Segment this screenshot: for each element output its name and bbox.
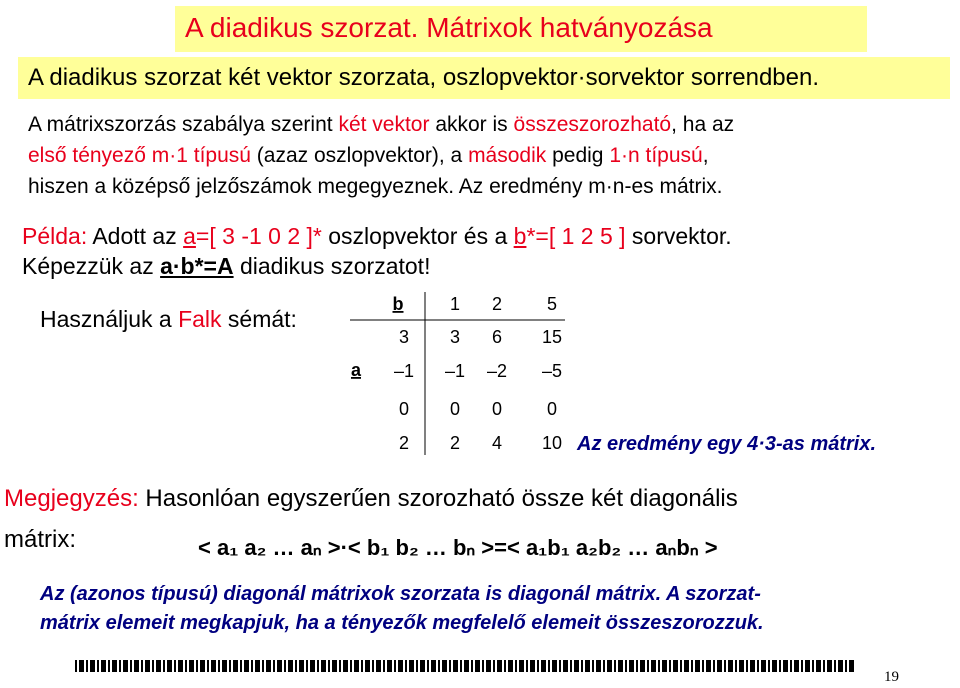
conclusion-line-2: mátrix elemeit megkapjuk, ha a tényezők megfelelő elemeit összeszorozzuk. — [40, 612, 764, 634]
rule-line-3: hiszen a középső jelzőszámok megegyeznek. Az eredmény m·n-es mátrix. — [28, 175, 723, 198]
example-text: Képezzük az — [22, 253, 161, 279]
falk-a-label: a — [350, 360, 362, 380]
note-line-1 — [4, 485, 738, 513]
example-text: Adott az — [87, 223, 184, 249]
falk-product-cell: 10 — [541, 433, 563, 453]
note-label: Megjegyzés: — [4, 485, 139, 512]
falk-product-cell: 4 — [491, 433, 503, 453]
falk-product-cell: 3 — [449, 327, 461, 347]
falk-product-cell: 0 — [546, 399, 558, 419]
falk-label-highlight: Falk — [178, 306, 222, 332]
rule-text: pedig — [546, 144, 610, 167]
conclusion-line-1: Az (azonos típusú) diagonál mátrixok szorzata is diagonál mátrix. A szorzat- — [40, 583, 761, 605]
falk-b-value: 5 — [546, 294, 558, 314]
rule-highlight: m·1 típusú — [145, 144, 251, 167]
falk-product-cell: –2 — [486, 361, 508, 381]
decorative-bottom-bar — [75, 660, 855, 672]
falk-label-text: Használjuk a — [40, 306, 179, 332]
falk-a-value: 2 — [398, 433, 410, 453]
falk-product-cell: –1 — [444, 361, 466, 381]
falk-label-text: sémát: — [221, 306, 297, 332]
falk-a-value: 3 — [398, 327, 410, 347]
page-number: 19 — [884, 669, 899, 685]
rule-highlight: második — [468, 144, 547, 167]
vector-a-name: a — [183, 223, 196, 249]
note-line-2: mátrix: — [4, 526, 76, 553]
falk-product-cell: 0 — [449, 399, 461, 419]
rule-highlight: első tényező — [28, 144, 146, 167]
example-label: Példa: — [22, 223, 88, 249]
diagonal-formula: < a₁ a₂ … aₙ >·< b₁ b₂ … bₙ >=< a₁b₁ a₂b₂ … aₙbₙ > — [198, 535, 718, 560]
falk-b-label: b — [392, 294, 404, 314]
vector-b-value: *=[ 1 2 5 ] — [526, 223, 626, 249]
dyadic-expression: a·b*=A — [160, 253, 234, 279]
rule-text: A mátrixszorzás szabálya szerint — [28, 113, 339, 136]
vector-a-value: =[ 3 -1 0 2 ]* — [195, 223, 322, 249]
falk-a-value: –1 — [393, 361, 415, 381]
rule-highlight: 1·n típusú — [609, 144, 703, 167]
falk-product-cell: 0 — [491, 399, 503, 419]
falk-product-cell: 2 — [449, 433, 461, 453]
example-text: sorvektor. — [625, 223, 732, 249]
note-text: Hasonlóan egyszerűen szorozható össze két diagonális — [138, 485, 738, 512]
intro-text: A diadikus szorzat két vektor szorzata, oszlopvektor·sorvektor sorrendben. — [28, 64, 820, 91]
falk-result: Az eredmény egy 4·3-as mátrix. — [577, 433, 877, 455]
falk-a-value: 0 — [398, 399, 410, 419]
example-text: oszlopvektor és a — [321, 223, 514, 249]
vector-b-name: b — [513, 223, 527, 249]
page-title: A diadikus szorzat. Mátrixok hatványozása — [185, 12, 713, 43]
rule-highlight: összeszorozható — [513, 113, 672, 136]
falk-product-cell: 15 — [541, 327, 563, 347]
falk-product-cell: 6 — [491, 327, 503, 347]
falk-b-value: 2 — [491, 294, 503, 314]
falk-b-value: 1 — [449, 294, 461, 314]
rule-text: (azaz oszlopvektor), a — [250, 144, 469, 167]
rule-text: , — [702, 144, 709, 167]
example-text: diadikus szorzatot! — [233, 253, 431, 279]
rule-text: , ha az — [671, 113, 735, 136]
rule-highlight: két vektor — [338, 113, 430, 136]
falk-product-cell: –5 — [541, 361, 563, 381]
rule-text: akkor is — [429, 113, 514, 136]
